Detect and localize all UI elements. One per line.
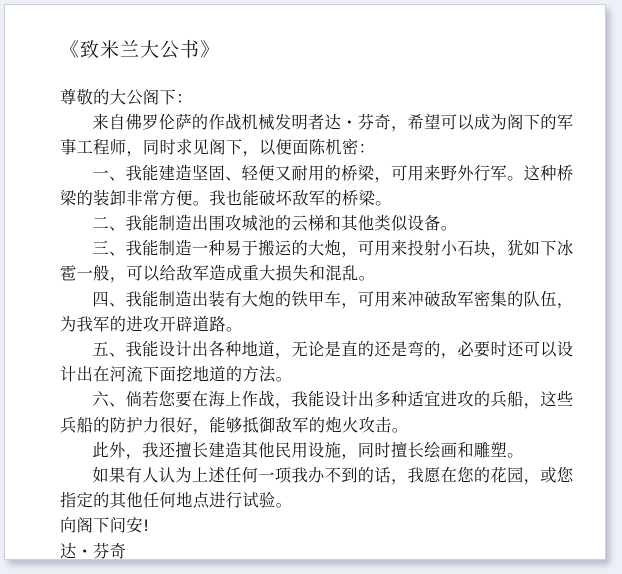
additional-skills-paragraph: 此外，我还擅长建造其他民用设施，同时擅长绘画和雕塑。 — [92, 440, 524, 460]
item-paragraph-5: 五、我能设计出各种地道，无论是直的还是弯的，必要时还可以设计出在河流下面挖地道的方法。 — [60, 340, 574, 385]
item-paragraph-3: 三、我能制造一种易于搬运的大炮，可用来投射小石块，犹如下冰雹一般，可以给敌军造成重大损失和混乱。 — [60, 239, 574, 284]
item-paragraph-1: 一、我能建造坚固、轻便又耐用的桥梁，可用来野外行军。这种桥梁的装卸非常方便。我也能破坏敌军的桥梁。 — [60, 163, 574, 208]
item-paragraph-6: 六、倘若您要在海上作战，我能设计出多种适宜进攻的兵船，这些兵船的防护力很好，能够抵御敌军的炮火攻击。 — [60, 390, 574, 435]
closing-line: 向阁下问安! — [60, 516, 150, 536]
document-title: 《致米兰大公书》 — [60, 39, 221, 61]
item-paragraph-4: 四、我能制造出装有大炮的铁甲车，可用来冲破敌军密集的队伍，为我军的进攻开辟道路。 — [60, 289, 574, 334]
intro-paragraph: 来自佛罗伦萨的作战机械发明者达・芬奇，希望可以成为阁下的军事工程师，同时求见阁下，以便面陈机密： — [60, 113, 574, 158]
letter-body — [60, 85, 580, 564]
document-page — [4, 4, 606, 560]
item-paragraph-2: 二、我能制造出围攻城池的云梯和其他类似设备。 — [92, 214, 458, 234]
signature: 达・芬奇 — [60, 541, 127, 561]
trial-offer-paragraph: 如果有人认为上述任何一项我办不到的话，我愿在您的花园，或您指定的其他任何地点进行试验。 — [60, 466, 574, 511]
salutation: 尊敬的大公阁下： — [60, 88, 193, 107]
